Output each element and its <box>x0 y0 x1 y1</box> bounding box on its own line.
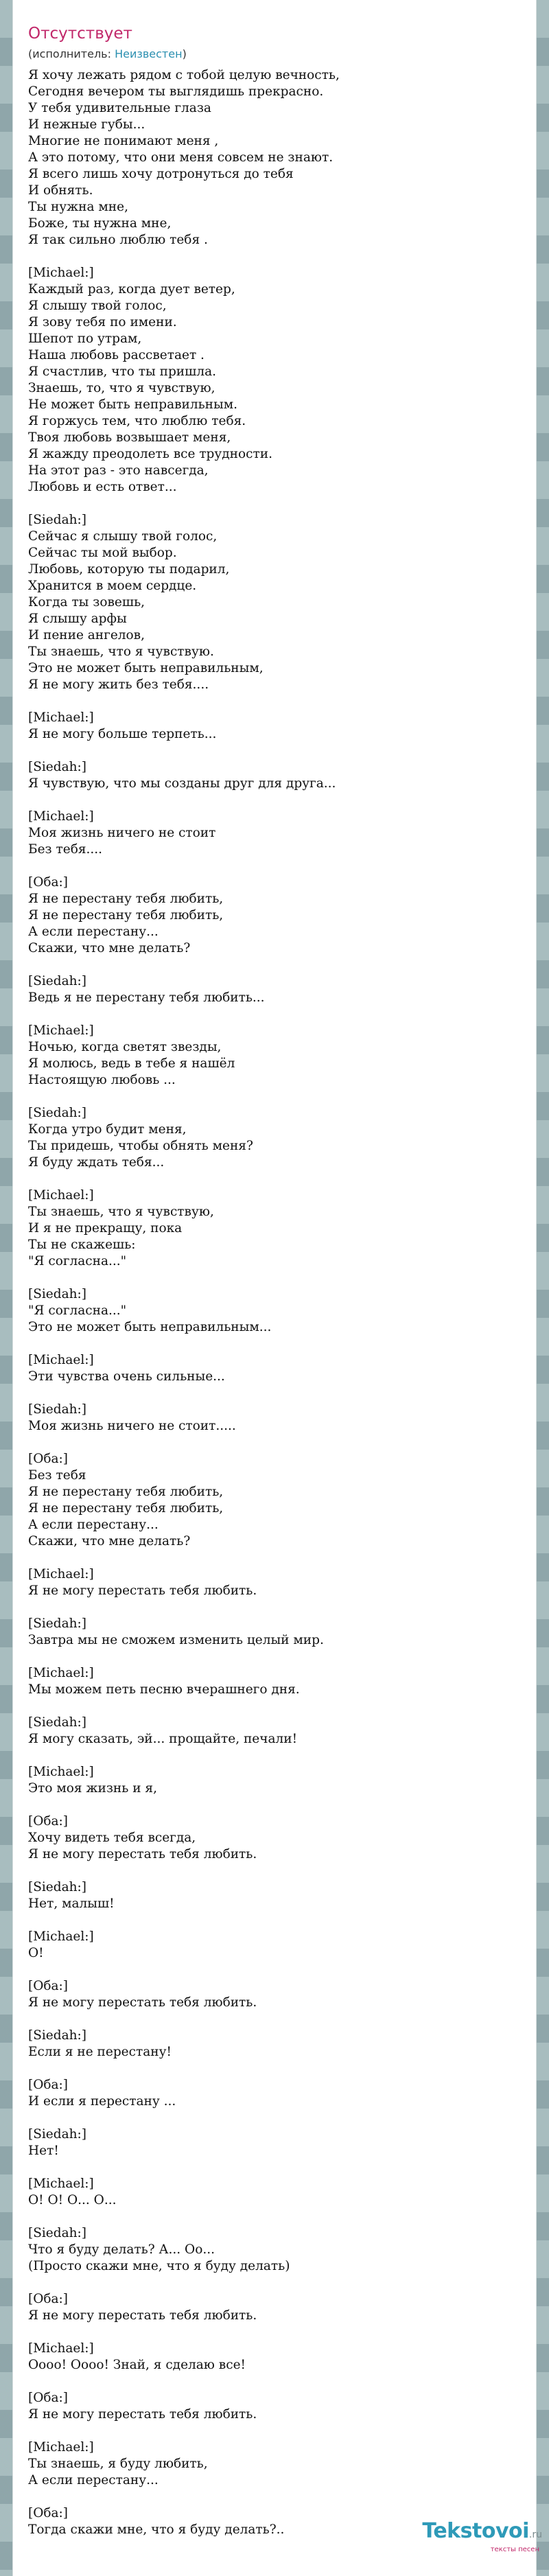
singer-label: [Siedah:] <box>28 1715 86 1730</box>
lyric-line: Когда ты зовешь, <box>28 595 145 610</box>
lyric-line: Я буду ждать тебя... <box>28 1155 165 1170</box>
lyric-line: Каждый раз, когда дует ветер, <box>28 282 235 297</box>
stanza-gap <box>28 1270 522 1286</box>
lyric-line: Ты не скажешь: <box>28 1238 136 1252</box>
stanza-gap <box>28 2324 522 2341</box>
stanza-gap <box>28 2423 522 2439</box>
lyric-line: Я счастлив, что ты пришла. <box>28 364 216 379</box>
singer-label: [Siedah:] <box>28 2127 86 2142</box>
lyric-line: Я могу сказать, эй... прощайте, печали! <box>28 1732 298 1746</box>
logo-wordmark <box>422 2520 542 2546</box>
lyric-line: Я не перестану тебя любить, <box>28 1501 224 1516</box>
logo-tld: .ru <box>528 2529 542 2540</box>
singer-label: [Michael:] <box>28 1567 94 1581</box>
lyric-line: Я не могу перестать тебя любить. <box>28 1995 257 2010</box>
lyric-line: А если перестану... <box>28 1518 159 1532</box>
lyric-line: Я слышу твой голос, <box>28 299 167 313</box>
stanza-gap <box>28 2209 522 2225</box>
artist-suffix: ) <box>182 47 187 60</box>
lyric-line: Я не могу перестать тебя любить. <box>28 2308 257 2323</box>
lyric-line: Когда утро будит меня, <box>28 1122 187 1137</box>
lyric-line: Что я буду делать? А... Оо... <box>28 2242 215 2257</box>
lyric-line: Ночью, когда светят звезды, <box>28 1040 222 1054</box>
lyric-line: Сегодня вечером ты выглядишь прекрасно. <box>28 84 324 99</box>
lyric-line: Я не могу больше терпеть... <box>28 727 217 741</box>
lyric-line: Сейчас ты мой выбор. <box>28 546 177 560</box>
singer-label: [Siedah:] <box>28 1616 86 1631</box>
singer-label: [Michael:] <box>28 2341 94 2356</box>
lyric-line: О! О! О... О... <box>28 2193 117 2207</box>
logo-tagline: тексты песен <box>490 2546 539 2553</box>
lyric-line: Я всего лишь хочу дотронуться до тебя <box>28 167 294 181</box>
site-logo[interactable] <box>422 2520 542 2554</box>
lyric-line: Завтра мы не сможем изменить целый мир. <box>28 1633 324 1647</box>
lyric-line: Я жажду преодолеть все трудности. <box>28 447 272 461</box>
lyric-line: Не может быть неправильным. <box>28 397 237 412</box>
lyric-line: Если я не перестану! <box>28 2045 172 2059</box>
lyric-line: Хранится в моем сердце. <box>28 579 197 593</box>
singer-label: [Michael:] <box>28 1188 94 1203</box>
stanza-gap <box>28 248 522 265</box>
lyric-line: Я так сильно люблю тебя . <box>28 233 208 247</box>
singer-label: [Siedah:] <box>28 1106 86 1120</box>
stanza-gap <box>28 858 522 874</box>
lyric-line: У тебя удивительные глаза <box>28 101 211 115</box>
lyric-line: Скажи, что мне делать? <box>28 1534 191 1548</box>
lyric-line: Я хочу лежать рядом с тобой целую вечность, <box>28 68 340 82</box>
lyric-line: Моя жизнь ничего не стоит..... <box>28 1419 236 1433</box>
lyric-line: А если перестану... <box>28 2473 159 2487</box>
lyric-line: Ведь я не перестану тебя любить... <box>28 990 265 1005</box>
lyric-line: Я слышу арфы <box>28 612 127 626</box>
singer-label: [Michael:] <box>28 1666 94 1680</box>
singer-label: [Michael:] <box>28 2177 94 2191</box>
singer-label: [Оба:] <box>28 1979 69 1993</box>
lyric-line: На этот раз - это навсегда, <box>28 463 209 478</box>
lyric-line: Я не перестану тебя любить, <box>28 908 224 923</box>
lyric-line: И пение ангелов, <box>28 628 145 642</box>
singer-label: [Michael:] <box>28 710 94 725</box>
stanza-gap <box>28 743 522 759</box>
lyric-line: Хочу видеть тебя всегда, <box>28 1831 196 1845</box>
stanza-gap <box>28 1962 522 1978</box>
stanza-gap <box>28 1797 522 1813</box>
singer-label: [Оба:] <box>28 2391 69 2405</box>
lyric-line: Я молюсь, ведь в тебе я нашёл <box>28 1056 235 1071</box>
singer-label: [Michael:] <box>28 2440 94 2455</box>
singer-label: [Siedah:] <box>28 2028 86 2043</box>
lyric-line: Без тебя <box>28 1468 86 1483</box>
lyric-line: Без тебя.... <box>28 842 103 857</box>
stanza-gap <box>28 792 522 809</box>
stanza-gap <box>28 1435 522 1451</box>
lyric-line: Сейчас я слышу твой голос, <box>28 529 218 544</box>
lyric-line: Я не могу перестать тебя любить. <box>28 2407 257 2422</box>
lyric-line: Я не могу перестать тебя любить. <box>28 1583 257 1598</box>
logo-name: Tekstovoi <box>422 2519 529 2543</box>
lyric-line: А это потому, что они меня совсем не знают. <box>28 150 334 165</box>
singer-label: [Оба:] <box>28 2506 69 2520</box>
lyric-line: Эти чувства очень сильные... <box>28 1369 225 1384</box>
lyric-line: И обнять. <box>28 183 93 198</box>
lyric-line: Твоя любовь возвышает меня, <box>28 430 231 445</box>
lyric-line: Любовь и есть ответ... <box>28 480 177 494</box>
singer-label: [Siedah:] <box>28 1402 86 1417</box>
lyric-line: Это не может быть неправильным... <box>28 1320 272 1334</box>
lyric-line: Нет, малыш! <box>28 1896 115 1911</box>
lyric-line: И нежные губы... <box>28 117 145 132</box>
lyric-line: А если перестану... <box>28 925 159 939</box>
singer-label: [Michael:] <box>28 1765 94 1779</box>
lyric-line: И если я перестану ... <box>28 2094 176 2109</box>
lyric-line: Многие не понимают меня , <box>28 134 219 148</box>
artist-prefix: (исполнитель: <box>28 47 115 60</box>
singer-label: [Michael:] <box>28 1929 94 1944</box>
lyric-line: Настоящую любовь ... <box>28 1073 176 1087</box>
lyric-line: Я горжусь тем, что люблю тебя. <box>28 414 246 428</box>
lyric-line: Ты придешь, чтобы обнять меня? <box>28 1139 253 1153</box>
stanza-gap <box>28 1336 522 1352</box>
lyric-line: Шепот по утрам, <box>28 332 142 346</box>
lyric-line: Любовь, которую ты подарил, <box>28 562 230 577</box>
stanza-gap <box>28 1649 522 1665</box>
lyrics-text <box>28 67 522 2538</box>
singer-label: [Оба:] <box>28 1814 69 1829</box>
stanza-gap <box>28 2275 522 2291</box>
singer-label: [Оба:] <box>28 2292 69 2306</box>
stanza-gap <box>28 1748 522 1764</box>
stanza-gap <box>28 1385 522 1402</box>
lyric-line: Я не перестану тебя любить, <box>28 892 224 906</box>
lyric-line: Наша любовь рассветает . <box>28 348 205 362</box>
lyric-line: Знаешь, то, что я чувствую, <box>28 381 215 395</box>
lyric-line: Нет! <box>28 2144 59 2158</box>
artist-line <box>28 47 187 62</box>
lyric-line: Я зову тебя по имени. <box>28 315 177 329</box>
stanza-gap <box>28 1089 522 1105</box>
lyric-line: Ты знаешь, я буду любить, <box>28 2457 208 2471</box>
singer-label: [Michael:] <box>28 266 94 280</box>
stanza-gap <box>28 1698 522 1715</box>
song-title: Отсутствует <box>28 25 132 43</box>
lyric-line: Ты знаешь, что я чувствую. <box>28 645 214 659</box>
singer-label: [Оба:] <box>28 875 69 890</box>
stanza-gap <box>28 693 522 710</box>
singer-label: [Michael:] <box>28 809 94 824</box>
singer-label: [Оба:] <box>28 1452 69 1466</box>
stanza-gap <box>28 1863 522 1879</box>
lyric-line: Боже, ты нужна мне, <box>28 216 172 231</box>
stanza-gap <box>28 2374 522 2390</box>
stanza-gap <box>28 2159 522 2176</box>
singer-label: [Siedah:] <box>28 1880 86 1894</box>
lyric-line: Тогда скажи мне, что я буду делать?.. <box>28 2522 285 2537</box>
singer-label: [Оба:] <box>28 2078 69 2092</box>
singer-label: [Michael:] <box>28 1023 94 1038</box>
lyric-line: О! <box>28 1946 44 1960</box>
stanza-gap <box>28 496 522 512</box>
stanza-gap <box>28 1006 522 1023</box>
singer-label: [Siedah:] <box>28 513 86 527</box>
stanza-gap <box>28 1550 522 1566</box>
lyric-line: Ты знаешь, что я чувствую, <box>28 1205 214 1219</box>
lyric-line: И я не прекращу, пока <box>28 1221 183 1235</box>
lyric-line: (Просто скажи мне, что я буду делать) <box>28 2259 290 2273</box>
stanza-gap <box>28 1171 522 1187</box>
lyric-line: Я не могу жить без тебя.... <box>28 677 209 692</box>
lyric-line: Я не перестану тебя любить, <box>28 1485 224 1499</box>
lyric-line: Это моя жизнь и я, <box>28 1781 157 1796</box>
lyric-line: Это не может быть неправильным, <box>28 661 264 675</box>
singer-label: [Siedah:] <box>28 1287 86 1301</box>
lyric-line: Скажи, что мне делать? <box>28 941 191 955</box>
stanza-gap <box>28 2011 522 2028</box>
lyric-line: "Я согласна..." <box>28 1254 127 1268</box>
stanza-gap <box>28 957 522 973</box>
lyric-line: Оооо! Оооо! Знай, я сделаю все! <box>28 2358 246 2372</box>
lyric-line: "Я согласна..." <box>28 1303 127 1318</box>
stanza-gap <box>28 2061 522 2077</box>
lyric-line: Я чувствую, что мы созданы друг для друга... <box>28 776 336 791</box>
singer-label: [Michael:] <box>28 1353 94 1367</box>
singer-label: [Siedah:] <box>28 974 86 988</box>
lyric-line: Моя жизнь ничего не стоит <box>28 826 216 840</box>
artist-link[interactable]: Неизвестен <box>115 47 183 60</box>
lyric-line: Ты нужна мне, <box>28 200 128 214</box>
lyric-line: Мы можем петь песню вчерашнего дня. <box>28 1682 300 1697</box>
stanza-gap <box>28 2489 522 2505</box>
lyric-line: Я не могу перестать тебя любить. <box>28 1847 257 1861</box>
stanza-gap <box>28 1912 522 1929</box>
singer-label: [Siedah:] <box>28 760 86 774</box>
stanza-gap <box>28 1599 522 1616</box>
lyrics-card <box>12 0 537 2576</box>
stanza-gap <box>28 2110 522 2126</box>
singer-label: [Siedah:] <box>28 2226 86 2240</box>
